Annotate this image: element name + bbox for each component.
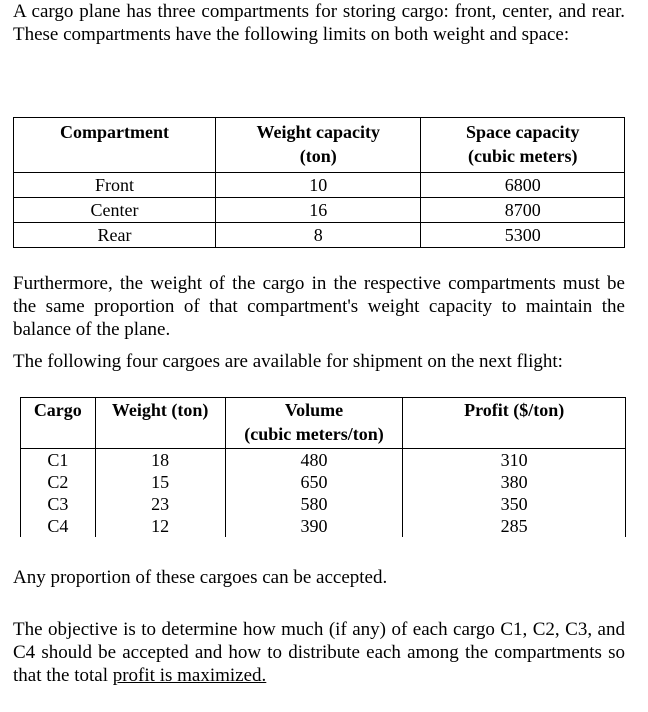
header-profit: Profit ($/ton) [403,398,626,449]
table-row [21,515,626,537]
compartments-table [13,117,625,248]
cell-weight: 15 [95,471,225,493]
cell-space: 8700 [421,198,625,223]
table-header-row [14,118,625,173]
cell-compartment: Rear [14,223,216,248]
table-row [14,173,625,198]
cell-weight: 23 [95,493,225,515]
cell-weight: 8 [216,223,421,248]
header-volume: Volume (cubic meters/ton) [225,398,403,449]
objective-text: The objective is to determine how much (if any) of each cargo C1, C2, C3, and C4 should be accepted and how to distribute each among the compartments so that the total [13,619,625,686]
cargo-table [20,397,626,537]
header-weight-capacity: Weight capacity (ton) [216,118,421,173]
cell-space: 6800 [421,173,625,198]
cell-volume: 390 [225,515,403,537]
objective-paragraph [13,618,625,687]
cell-volume: 650 [225,471,403,493]
cell-cargo: C4 [21,515,96,537]
cell-weight: 10 [216,173,421,198]
header-cargo: Cargo [21,398,96,449]
cell-weight: 12 [95,515,225,537]
cell-profit: 310 [403,449,626,472]
cell-profit: 380 [403,471,626,493]
cell-cargo: C2 [21,471,96,493]
table-row [21,471,626,493]
any-proportion-paragraph: Any proportion of these cargoes can be accepted. [13,567,388,588]
cell-weight: 16 [216,198,421,223]
table-header-row [21,398,626,449]
table-row [21,449,626,472]
table-row [14,198,625,223]
header-space-capacity: Space capacity (cubic meters) [421,118,625,173]
cell-compartment: Front [14,173,216,198]
balance-paragraph: Furthermore, the weight of the cargo in the respective compartments must be the same proportion of that compartment's weight capacity to maintain the balance of the plane. [13,273,625,340]
header-weight: Weight (ton) [95,398,225,449]
table-row [14,223,625,248]
intro-paragraph: A cargo plane has three compartments for storing cargo: front, center, and rear. These compartments have the following limits on both weight and space: [13,1,625,45]
cell-space: 5300 [421,223,625,248]
objective-underlined-text: profit is maximized. [112,665,267,686]
cell-cargo: C3 [21,493,96,515]
cell-compartment: Center [14,198,216,223]
cell-weight: 18 [95,449,225,472]
available-paragraph: The following four cargoes are available for shipment on the next flight: [13,351,563,372]
cell-volume: 480 [225,449,403,472]
header-compartment: Compartment [14,118,216,173]
cell-volume: 580 [225,493,403,515]
cell-profit: 350 [403,493,626,515]
cell-profit: 285 [403,515,626,537]
table-row [21,493,626,515]
cell-cargo: C1 [21,449,96,472]
